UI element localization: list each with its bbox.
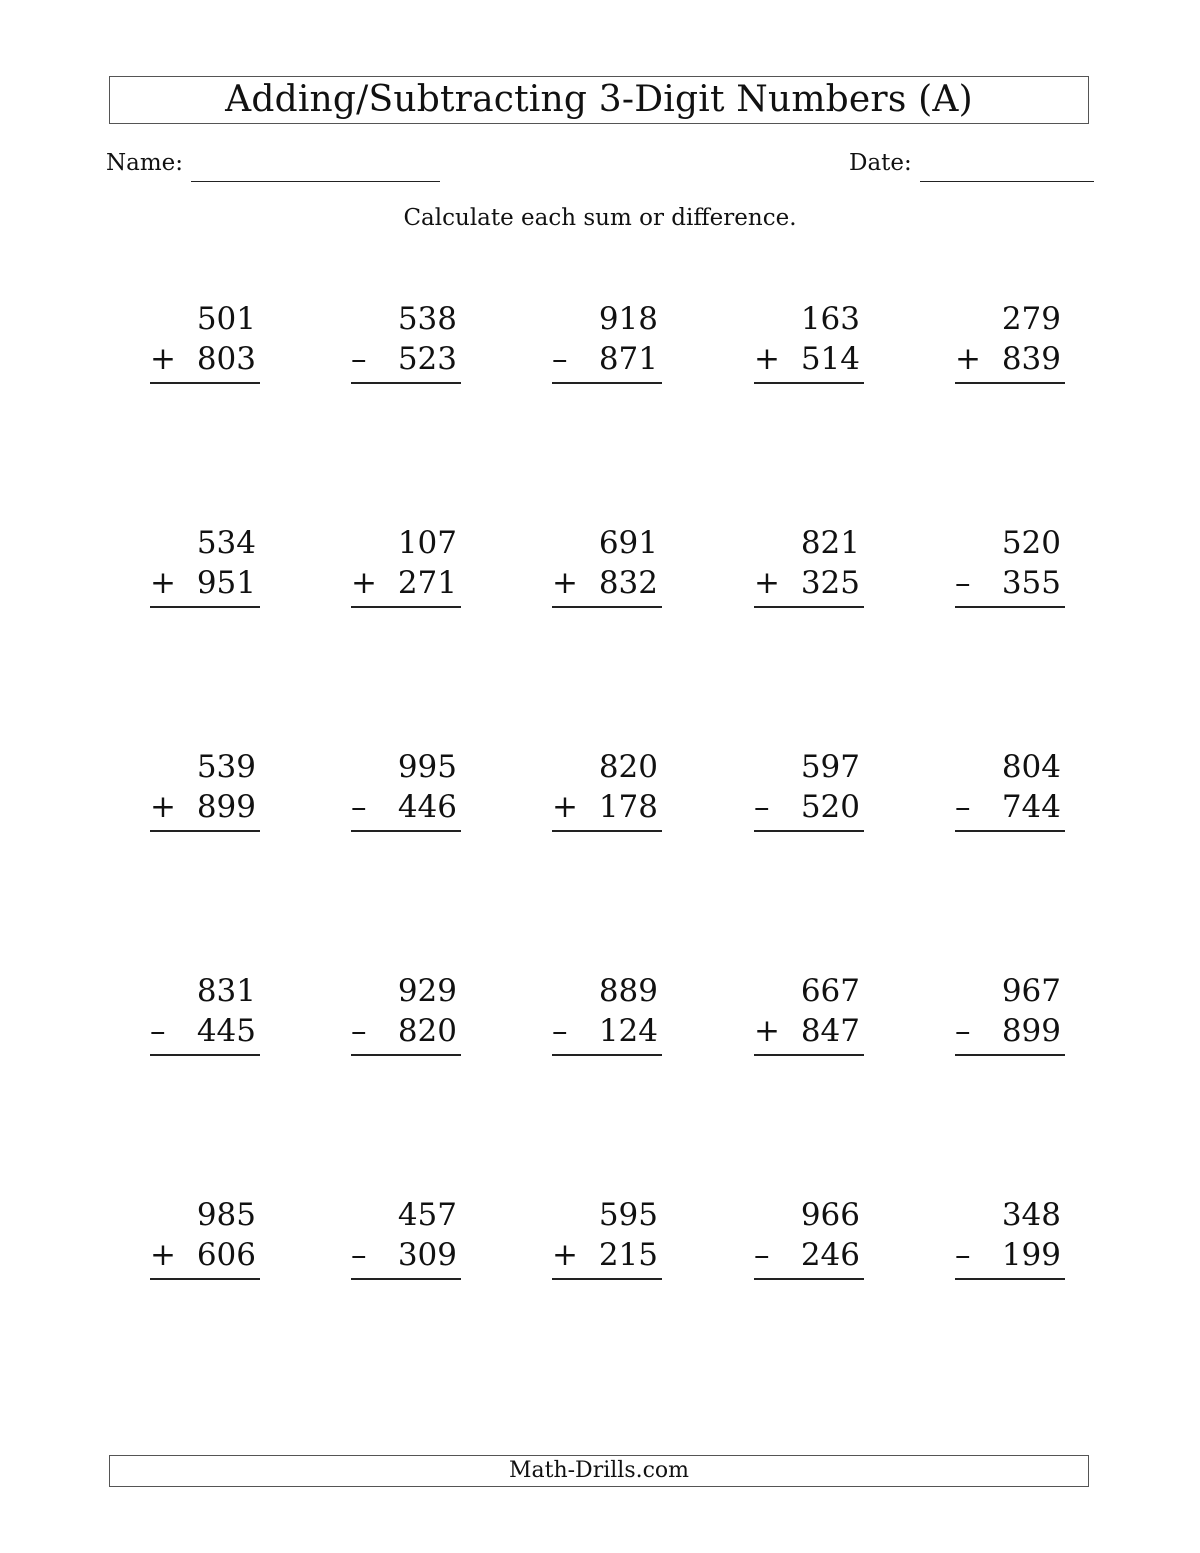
problem-top-number: 520 (1001, 525, 1061, 561)
problem-bottom-number: 523 (397, 341, 457, 377)
problem-bottom-row (150, 1013, 260, 1056)
problem (754, 749, 864, 832)
problem-top-number: 831 (196, 973, 256, 1009)
problem-bottom-number: 820 (397, 1013, 457, 1049)
problem-bottom-row (754, 1013, 864, 1056)
problem-top-number: 820 (598, 749, 658, 785)
problem-operator: – (552, 341, 568, 377)
problem-operator: – (754, 789, 770, 825)
problem-top-number: 967 (1001, 973, 1061, 1009)
problem-operator: – (955, 565, 971, 601)
problem (552, 749, 662, 832)
problem-bottom-row (150, 341, 260, 384)
problem-top-number: 163 (800, 301, 860, 337)
problem-operator: + (150, 565, 176, 601)
problem-top-number: 985 (196, 1197, 256, 1233)
problem-operator: – (754, 1237, 770, 1273)
problem (754, 301, 864, 384)
problem-top-number: 538 (397, 301, 457, 337)
problem-operator: – (351, 1237, 367, 1273)
problem (351, 973, 461, 1056)
problem-operator: + (351, 565, 377, 601)
problem-operator: + (955, 341, 981, 377)
problem-top-number: 501 (196, 301, 256, 337)
problem-operator: + (552, 565, 578, 601)
problem (351, 749, 461, 832)
name-label: Name: (106, 150, 184, 176)
problem-operator: – (351, 341, 367, 377)
problem-bottom-number: 124 (598, 1013, 658, 1049)
problem-bottom-row (955, 1013, 1065, 1056)
problem (955, 749, 1065, 832)
problem-top-number: 539 (196, 749, 256, 785)
problem-top-number: 348 (1001, 1197, 1061, 1233)
problem-bottom-row (552, 1013, 662, 1056)
problem-bottom-row (552, 565, 662, 608)
problem-bottom-number: 951 (196, 565, 256, 601)
problem-operator: + (552, 1237, 578, 1273)
problem-bottom-row (351, 1013, 461, 1056)
problem-bottom-row (351, 565, 461, 608)
problem-bottom-number: 215 (598, 1237, 658, 1273)
problem-operator: + (552, 789, 578, 825)
problem (150, 301, 260, 384)
problem-bottom-number: 832 (598, 565, 658, 601)
problem-operator: + (754, 1013, 780, 1049)
worksheet-title: Adding/Subtracting 3-Digit Numbers (A) (225, 79, 973, 120)
problem-top-number: 804 (1001, 749, 1061, 785)
problem-bottom-number: 606 (196, 1237, 256, 1273)
problem-bottom-number: 178 (598, 789, 658, 825)
problem-operator: + (150, 1237, 176, 1273)
problem (754, 525, 864, 608)
problem-bottom-number: 899 (196, 789, 256, 825)
problem-operator: – (955, 1237, 971, 1273)
problem-operator: – (955, 1013, 971, 1049)
instructions: Calculate each sum or difference. (403, 205, 797, 231)
problem-bottom-row (351, 1237, 461, 1280)
problem-top-number: 457 (397, 1197, 457, 1233)
date-label: Date: (849, 150, 912, 176)
problem-bottom-row (552, 341, 662, 384)
problem (552, 1197, 662, 1280)
problem-operator: – (552, 1013, 568, 1049)
problem-bottom-row (955, 341, 1065, 384)
problem-bottom-row (754, 789, 864, 832)
problem-top-number: 918 (598, 301, 658, 337)
problem-bottom-row (552, 1237, 662, 1280)
problem-operator: + (754, 341, 780, 377)
problem-top-number: 821 (800, 525, 860, 561)
problem-top-number: 929 (397, 973, 457, 1009)
problem-bottom-number: 520 (800, 789, 860, 825)
problem-top-number: 595 (598, 1197, 658, 1233)
problem-bottom-number: 871 (598, 341, 658, 377)
problem-operator: + (150, 789, 176, 825)
problem-bottom-number: 744 (1001, 789, 1061, 825)
problem (552, 525, 662, 608)
problem-bottom-row (150, 1237, 260, 1280)
problem (351, 301, 461, 384)
problem (552, 301, 662, 384)
problem-bottom-number: 271 (397, 565, 457, 601)
problem-bottom-number: 839 (1001, 341, 1061, 377)
problem-bottom-number: 446 (397, 789, 457, 825)
problem-top-number: 667 (800, 973, 860, 1009)
problem-bottom-row (955, 565, 1065, 608)
problem-top-number: 534 (196, 525, 256, 561)
problem (955, 301, 1065, 384)
problem (552, 973, 662, 1056)
problem-bottom-number: 514 (800, 341, 860, 377)
problem-operator: + (754, 565, 780, 601)
problem-bottom-number: 803 (196, 341, 256, 377)
problem-bottom-number: 199 (1001, 1237, 1061, 1273)
problem (150, 525, 260, 608)
problem-operator: – (351, 789, 367, 825)
problem-bottom-row (754, 565, 864, 608)
problem (150, 973, 260, 1056)
problem-bottom-row (754, 1237, 864, 1280)
problem-bottom-row (150, 789, 260, 832)
problem-operator: + (150, 341, 176, 377)
problem (150, 749, 260, 832)
problem-bottom-number: 445 (196, 1013, 256, 1049)
problem (754, 1197, 864, 1280)
problem-operator: – (351, 1013, 367, 1049)
problem-bottom-row (955, 1237, 1065, 1280)
problem-top-number: 691 (598, 525, 658, 561)
problem-bottom-number: 309 (397, 1237, 457, 1273)
problem (955, 1197, 1065, 1280)
problem-bottom-row (351, 789, 461, 832)
problem-bottom-row (754, 341, 864, 384)
problem (955, 525, 1065, 608)
problem-top-number: 889 (598, 973, 658, 1009)
problem-bottom-row (351, 341, 461, 384)
problem-bottom-row (955, 789, 1065, 832)
problem-bottom-number: 899 (1001, 1013, 1061, 1049)
problem-operator: – (955, 789, 971, 825)
problem-bottom-number: 355 (1001, 565, 1061, 601)
problem-bottom-number: 847 (800, 1013, 860, 1049)
problem (955, 973, 1065, 1056)
problem (150, 1197, 260, 1280)
problem-operator: – (150, 1013, 166, 1049)
problem-top-number: 597 (800, 749, 860, 785)
problem-bottom-number: 246 (800, 1237, 860, 1273)
problem-top-number: 995 (397, 749, 457, 785)
problem (351, 1197, 461, 1280)
problem-bottom-row (552, 789, 662, 832)
problem-top-number: 279 (1001, 301, 1061, 337)
problem-top-number: 107 (397, 525, 457, 561)
problem-top-number: 966 (800, 1197, 860, 1233)
problem (754, 973, 864, 1056)
problem-bottom-row (150, 565, 260, 608)
problem (351, 525, 461, 608)
footer-text: Math-Drills.com (508, 1458, 690, 1483)
problem-bottom-number: 325 (800, 565, 860, 601)
footer-box (109, 1455, 1089, 1487)
